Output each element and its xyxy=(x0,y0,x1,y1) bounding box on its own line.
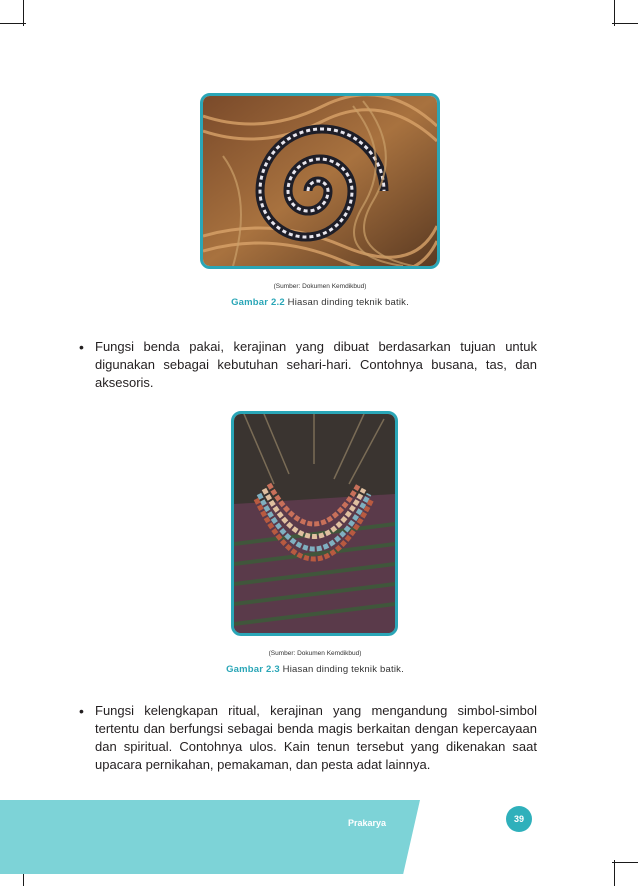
figure-caption-text: Hiasan dinding teknik batik. xyxy=(279,664,404,675)
crop-mark xyxy=(614,0,615,26)
crop-mark xyxy=(23,0,24,26)
footer-band xyxy=(0,800,420,874)
bullet-paragraph xyxy=(79,338,537,392)
beaded-necklaces-photo xyxy=(231,411,398,636)
bullet-paragraph xyxy=(79,702,537,774)
page-number-badge xyxy=(506,806,532,832)
footer-book-title: Prakarya xyxy=(348,818,387,828)
figure-caption-label: Gambar 2.3 xyxy=(226,664,280,675)
crop-mark xyxy=(612,862,638,863)
page-number: 39 xyxy=(513,814,524,824)
bullet-text: Fungsi kelengkapan ritual, kerajinan yang mengandung simbol-simbol tertentu dan berfungsi sebagai benda magis berkaitan dengan kepercayaan dan spiritual. Contohnya ulos. Kain tenun tersebut yang dikenakan saat upacara pernikahan, pemakaman, dan pesta adat lainnya. xyxy=(95,703,537,772)
bullet-icon: • xyxy=(79,703,84,719)
crop-mark xyxy=(614,860,615,886)
figure-source: (Sumber: Dokumen Kemdikbud) xyxy=(268,650,362,657)
figure-caption xyxy=(160,297,480,308)
bullet-icon: • xyxy=(79,339,84,355)
batik-wall-hanging-photo xyxy=(200,93,440,269)
bullet-text: Fungsi benda pakai, kerajinan yang dibuat berdasarkan tujuan untuk digunakan sebagai kebutuhan sehari-hari. Contohnya busana, tas, dan aksesoris. xyxy=(95,339,537,390)
figure-source: (Sumber: Dokumen Kemdikbud) xyxy=(273,283,367,290)
figure-caption-text: Hiasan dinding teknik batik. xyxy=(284,297,409,308)
crop-mark xyxy=(612,23,638,24)
figure-caption-label: Gambar 2.2 xyxy=(231,297,285,308)
figure-caption xyxy=(155,664,475,675)
